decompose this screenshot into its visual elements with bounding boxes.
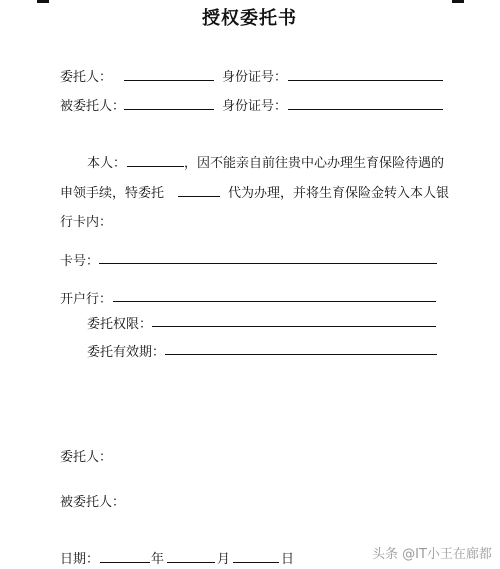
validity-blank — [165, 354, 437, 355]
principal-name-blank — [124, 80, 214, 81]
signature-principal-label: 委托人： — [60, 450, 113, 465]
signature-agent-label: 被委托人： — [60, 495, 126, 510]
principal-id-label: 身份证号： — [222, 70, 288, 85]
bank-blank — [113, 301, 436, 302]
principal-id-blank — [288, 80, 443, 81]
top-edge-mark-right — [452, 0, 464, 3]
authority-label: 委托权限： — [87, 317, 153, 332]
paragraph-line1-prefix: 本人： — [87, 156, 127, 171]
date-month-blank — [167, 562, 215, 563]
paragraph-agent-blank — [178, 196, 220, 197]
paragraph-line2-suffix: 代为办理，并将生育保险金转入本人银 — [228, 186, 450, 201]
authority-blank — [152, 326, 436, 327]
principal-label: 委托人： — [60, 70, 113, 85]
page-title: 授权委托书 — [202, 8, 297, 29]
bank-label: 开户行： — [60, 292, 113, 307]
paragraph-name-blank — [127, 166, 184, 167]
paragraph-line2-prefix: 申领手续，特委托 — [60, 186, 165, 201]
card-label: 卡号： — [60, 254, 100, 269]
date-day-label: 日 — [281, 552, 295, 567]
agent-name-blank — [124, 109, 214, 110]
validity-label: 委托有效期： — [87, 345, 166, 360]
top-edge-mark-left — [37, 0, 49, 3]
watermark-text: 头条 @IT小王在廊都 — [372, 547, 492, 562]
date-year-blank — [100, 562, 150, 563]
agent-id-label: 身份证号： — [222, 99, 288, 114]
date-day-blank — [233, 562, 279, 563]
agent-label: 被委托人： — [60, 99, 126, 114]
date-label: 日期： — [60, 552, 100, 567]
agent-id-blank — [288, 109, 443, 110]
date-year-label: 年 — [151, 552, 165, 567]
paragraph-line3: 行卡内： — [60, 215, 113, 230]
date-month-label: 月 — [217, 552, 231, 567]
card-blank — [99, 263, 437, 264]
paragraph-line1-suffix: ，因不能亲自前往贵中心办理生育保险待遇的 — [184, 156, 445, 171]
